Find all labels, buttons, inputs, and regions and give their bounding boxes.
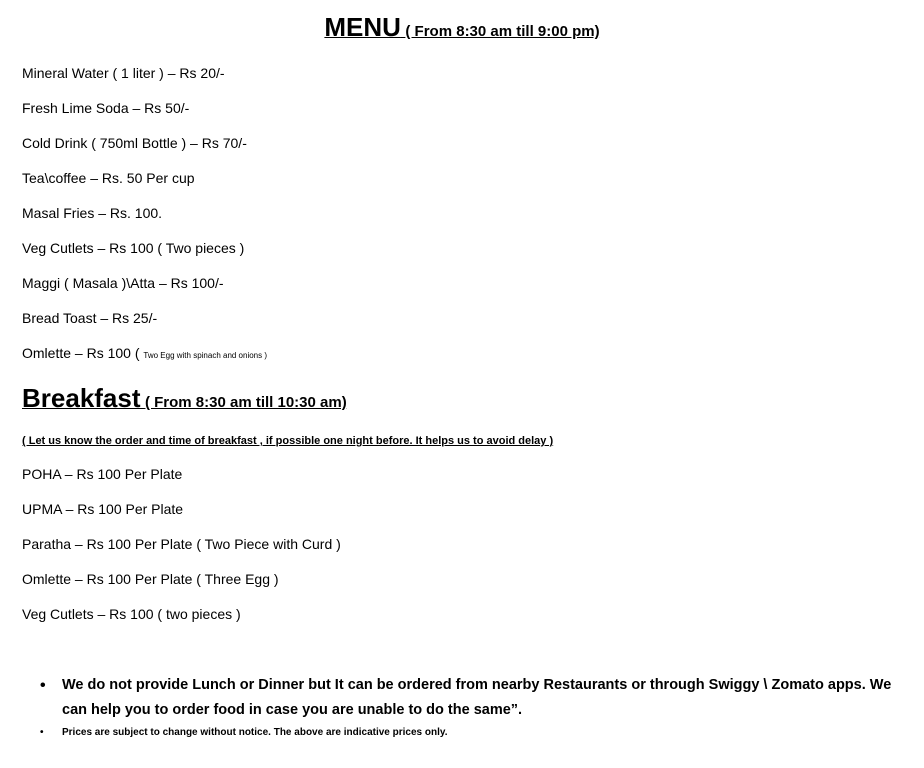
bullet-icon: •: [40, 727, 44, 738]
notes-list: [40, 673, 902, 741]
breakfast-item: Omlette – Rs 100 Per Plate ( Three Egg ): [22, 571, 279, 587]
omlette-label: Omlette – Rs 100 (: [22, 345, 140, 361]
breakfast-timing: ( From 8:30 am till 10:30 am): [144, 394, 347, 411]
breakfast-item-list: [22, 466, 341, 641]
menu-item: Mineral Water ( 1 liter ) – Rs 20/-: [22, 65, 225, 81]
menu-item: Veg Cutlets – Rs 100 ( Two pieces ): [22, 240, 245, 256]
note-item: [40, 673, 902, 723]
breakfast-item: Paratha – Rs 100 Per Plate ( Two Piece with Curd ): [22, 536, 341, 552]
breakfast-note: ( Let us know the order and time of breakfast , if possible one night before. It helps us to avoid delay ): [22, 435, 554, 447]
breakfast-item: UPMA – Rs 100 Per Plate: [22, 501, 184, 517]
menu-heading: [0, 12, 924, 43]
menu-item: Tea\coffee – Rs. 50 Per cup: [22, 170, 195, 186]
omlette-detail: Two Egg with spinach and onions ): [143, 351, 268, 360]
breakfast-item: Veg Cutlets – Rs 100 ( two pieces ): [22, 606, 241, 622]
menu-item: Cold Drink ( 750ml Bottle ) – Rs 70/-: [22, 135, 247, 151]
breakfast-item: POHA – Rs 100 Per Plate: [22, 466, 183, 482]
menu-item: Bread Toast – Rs 25/-: [22, 310, 158, 326]
menu-item: Fresh Lime Soda – Rs 50/-: [22, 100, 190, 116]
note-text: We do not provide Lunch or Dinner but It can be ordered from nearby Restaurants or through Swiggy \ Zomato apps. We can help you to order food in case you are unable to do the same”.: [62, 677, 892, 718]
note-text: Prices are subject to change without notice. The above are indicative prices only.: [62, 727, 448, 738]
menu-item: Maggi ( Masala )\Atta – Rs 100/-: [22, 275, 224, 291]
menu-item: Masal Fries – Rs. 100.: [22, 205, 163, 221]
breakfast-heading: [22, 383, 347, 414]
menu-item-omlette: [22, 345, 267, 380]
menu-item-list: [22, 65, 267, 380]
bullet-icon: •: [40, 677, 46, 694]
note-item: [40, 725, 902, 741]
menu-timing: ( From 8:30 am till 9:00 pm): [405, 23, 600, 40]
breakfast-title: Breakfast: [22, 383, 141, 413]
menu-title: MENU: [324, 12, 401, 42]
